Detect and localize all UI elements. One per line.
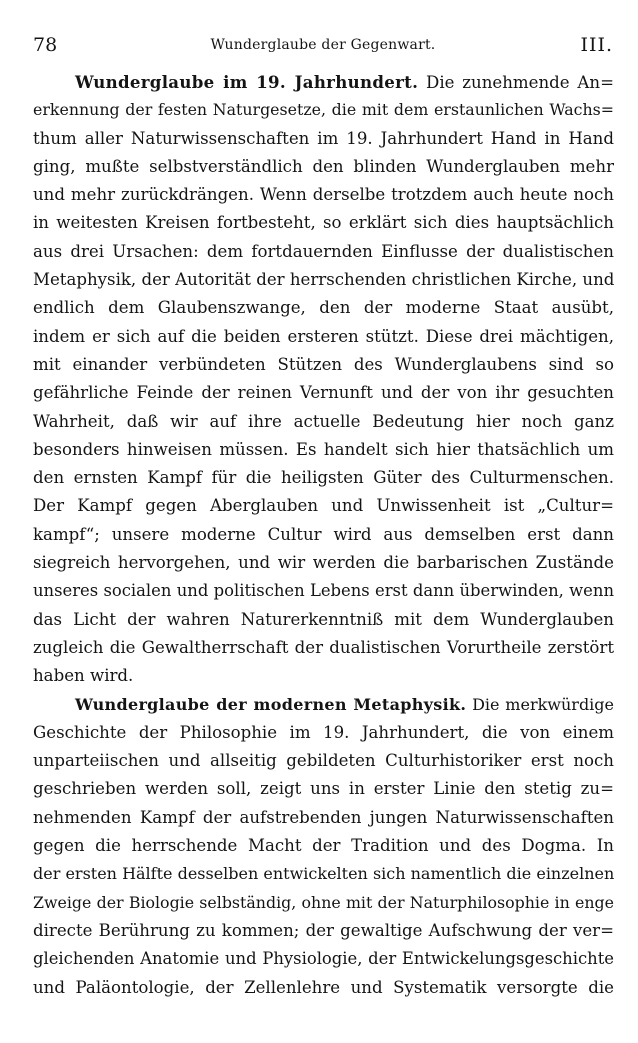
paragraph-line: thum aller Naturwissenschaften im 19. Jahrhundert Hand in Hand bbox=[33, 128, 614, 148]
paragraph-line: den ernsten Kampf für die heiligsten Güter des Culturmenschen. bbox=[33, 468, 614, 488]
paragraph-line: endlich dem Glaubenszwange, den der moderne Staat ausübt, bbox=[33, 298, 614, 318]
paragraph-line: der ersten Hälfte desselben entwickelten sich namentlich die einzelnen bbox=[33, 864, 614, 884]
paragraph-2-line-1 bbox=[33, 691, 614, 719]
paragraph-1-heading: Wunderglaube im 19. Jahrhundert. bbox=[75, 72, 419, 92]
paragraph-line: directe Berührung zu kommen; der gewaltige Aufschwung der ver= bbox=[33, 920, 614, 940]
paragraph-line: mit einander verbündeten Stützen des Wunderglaubens sind so bbox=[33, 354, 614, 374]
paragraph-line: Zweige der Biologie selbständig, ohne mit der Naturphilosophie in enge bbox=[33, 892, 614, 912]
paragraph-line: indem er sich auf die beiden ersteren stützt. Diese drei mächtigen, bbox=[33, 326, 614, 346]
paragraph-line: Geschichte der Philosophie im 19. Jahrhundert, die von einem bbox=[33, 722, 614, 742]
paragraph-line: und mehr zurückdrängen. Wenn derselbe trotzdem auch heute noch bbox=[33, 185, 614, 205]
paragraph-line: haben wird. bbox=[33, 666, 134, 686]
body-text bbox=[33, 68, 614, 1002]
paragraph-line: gleichenden Anatomie und Physiologie, der Entwickelungsgeschichte bbox=[33, 949, 614, 969]
paragraph-line: Der Kampf gegen Aberglauben und Unwissenheit ist „Cultur= bbox=[33, 496, 614, 516]
paragraph-line: unseres socialen und politischen Lebens erst dann überwinden, wenn bbox=[33, 581, 614, 601]
paragraph-line: besonders hinweisen müssen. Es handelt sich hier thatsächlich um bbox=[33, 439, 614, 459]
page-header bbox=[33, 34, 613, 60]
running-head: Wunderglaube der Gegenwart. bbox=[210, 37, 436, 53]
paragraph-2-heading: Wunderglaube der modernen Metaphysik. bbox=[75, 694, 467, 714]
paragraph-line-text: Die merkwürdige bbox=[472, 694, 614, 714]
paragraph-line: in weitesten Kreisen fortbesteht, so erklärt sich dies hauptsächlich bbox=[33, 213, 614, 233]
paragraph-line: Metaphysik, der Autorität der herrschenden christlichen Kirche, und bbox=[33, 270, 614, 290]
paragraph-line: nehmenden Kampf der aufstrebenden jungen Naturwissenschaften bbox=[33, 807, 614, 827]
paragraph-line: unparteiischen und allseitig gebildeten Culturhistoriker erst noch bbox=[33, 751, 614, 771]
paragraph-line: erkennung der festen Naturgesetze, die mit dem erstaunlichen Wachs= bbox=[33, 100, 614, 120]
paragraph-line: geschrieben werden soll, zeigt uns in erster Linie den stetig zu= bbox=[33, 779, 614, 799]
paragraph-line: aus drei Ursachen: dem fortdauernden Einflusse der dualistischen bbox=[33, 241, 614, 261]
paragraph-1-line-1 bbox=[33, 68, 614, 96]
paragraph-line: siegreich hervorgehen, und wir werden die barbarischen Zustände bbox=[33, 553, 614, 573]
chapter-number: III. bbox=[580, 34, 613, 56]
paragraph-line: und Paläontologie, der Zellenlehre und Systematik versorgte die bbox=[33, 977, 614, 997]
paragraph-line: zugleich die Gewaltherrschaft der dualistischen Vorurtheile zerstört bbox=[33, 637, 614, 657]
page-number: 78 bbox=[33, 34, 58, 56]
paragraph-line: gegen die herrschende Macht der Tradition und des Dogma. In bbox=[33, 836, 614, 856]
paragraph-line: das Licht der wahren Naturerkenntniß mit dem Wunderglauben bbox=[33, 609, 614, 629]
paragraph-line: Wahrheit, daß wir auf ihre actuelle Bedeutung hier noch ganz bbox=[33, 411, 614, 431]
paragraph-line: ging, mußte selbstverständlich den blinden Wunderglauben mehr bbox=[33, 156, 614, 176]
paragraph-line: kampf“; unsere moderne Cultur wird aus demselben erst dann bbox=[33, 524, 614, 544]
paragraph-line-text: Die zunehmende An= bbox=[426, 73, 614, 92]
paragraph-line: gefährliche Feinde der reinen Vernunft und der von ihr gesuchten bbox=[33, 383, 614, 403]
